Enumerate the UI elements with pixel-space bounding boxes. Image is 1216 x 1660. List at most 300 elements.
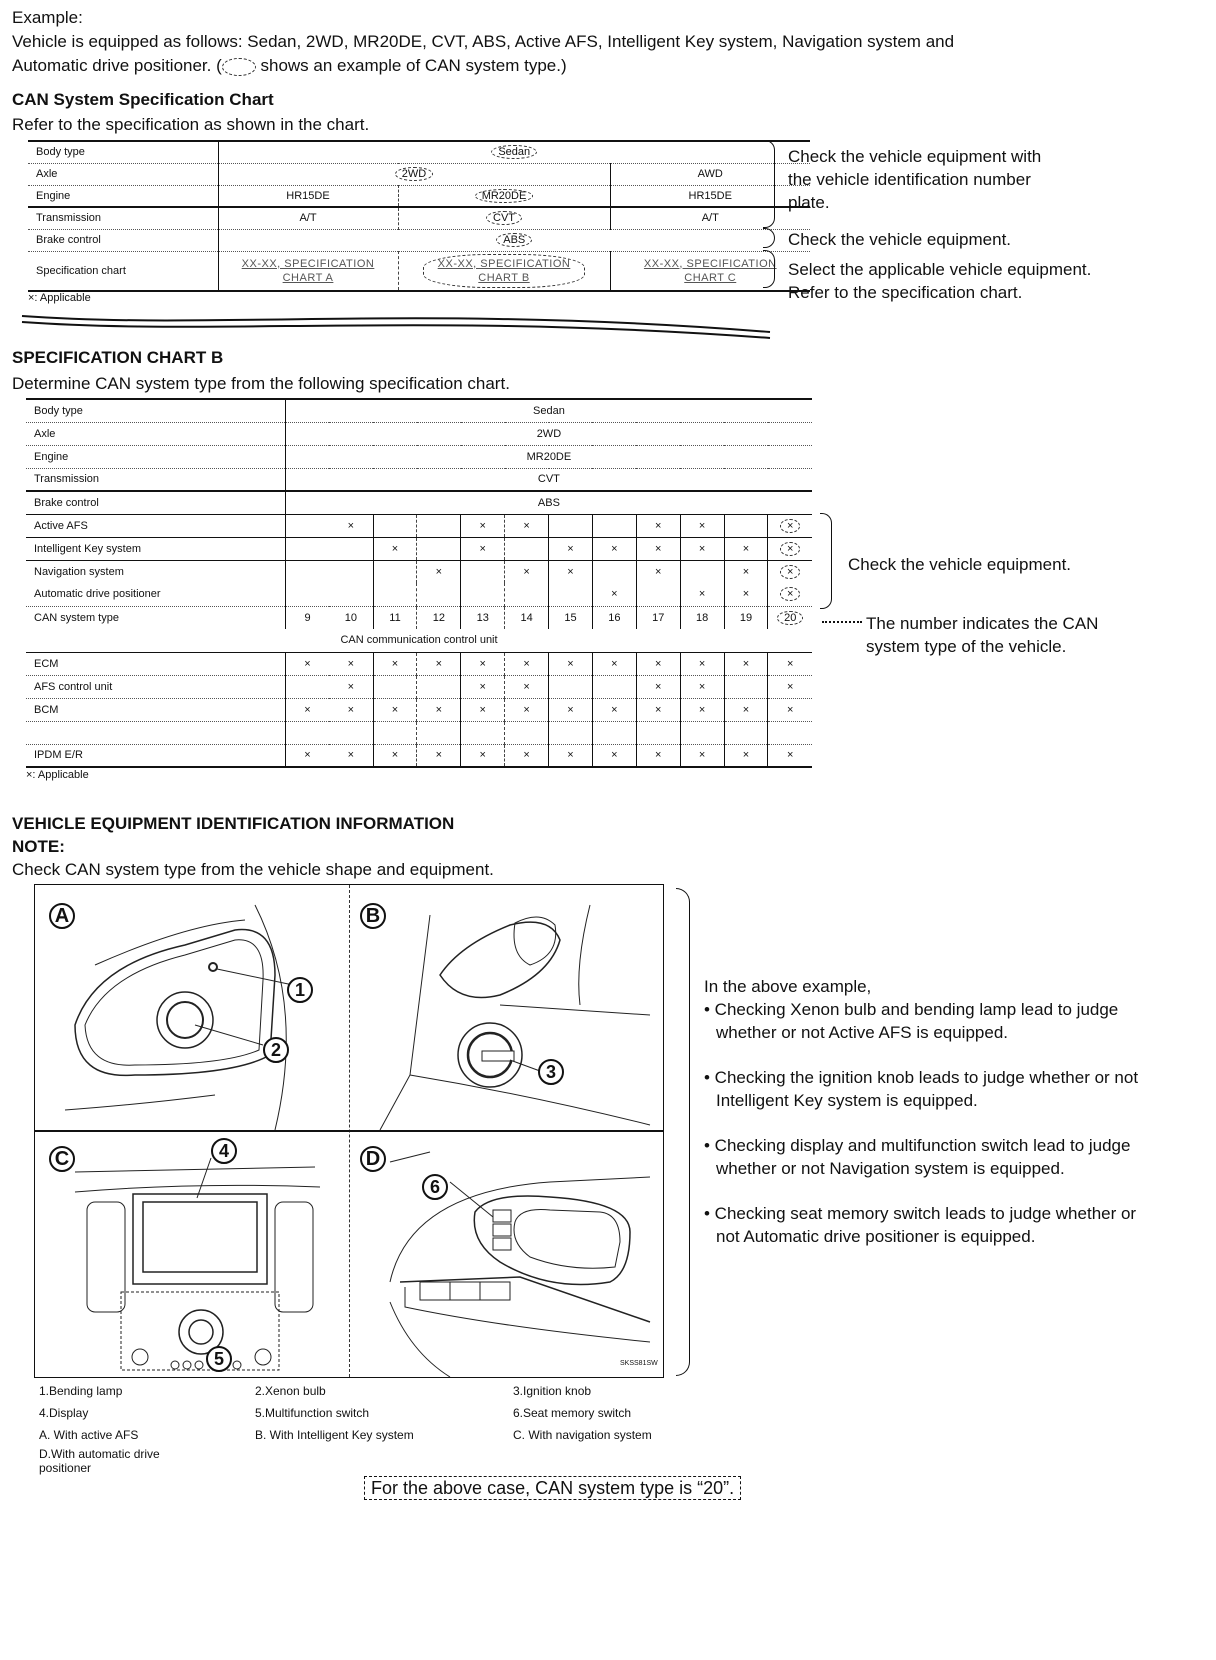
brace-icon — [676, 888, 690, 1376]
spec-chart-c-link[interactable] — [610, 251, 810, 291]
mark: × — [742, 703, 750, 716]
link-line[interactable]: CHART B — [478, 271, 530, 284]
mark-cell — [592, 560, 636, 583]
mark: × — [347, 703, 355, 716]
mark: × — [523, 657, 530, 670]
example-line-2 — [12, 54, 567, 78]
note-item: • Checking seat memory switch leads to judge whether or not Automatic drive positioner is equipped. — [704, 1204, 1137, 1246]
can-spec-chart-subtitle: Refer to the specification as shown in the chart. — [12, 115, 370, 134]
break-cell — [329, 721, 373, 744]
mark-cell — [329, 652, 373, 675]
chart-b-unit-row — [26, 675, 812, 698]
mark: × — [523, 703, 530, 716]
example-circle-icon — [222, 58, 256, 76]
mark-cell — [768, 675, 812, 698]
link-line[interactable]: XX-XX, SPECIFICATION — [643, 257, 777, 270]
mark-cell — [768, 652, 812, 675]
mark: × — [391, 749, 399, 762]
panel-label-b: B — [360, 903, 386, 929]
brace-icon — [820, 513, 832, 609]
break-cell — [417, 721, 461, 744]
can-type: 12 — [432, 611, 445, 624]
legend-item: 3.Ignition knob — [513, 1384, 592, 1398]
mark-cell — [724, 537, 768, 560]
mark: × — [391, 657, 399, 670]
can-type: 10 — [344, 611, 357, 624]
ignition-drawing-icon — [350, 885, 664, 1130]
mark: × — [655, 657, 662, 670]
mark-cell — [417, 537, 461, 560]
break-cell — [768, 721, 812, 744]
row-label: CAN system type — [34, 611, 119, 624]
mark-cell — [505, 652, 549, 675]
mark: × — [611, 749, 618, 762]
panel-c-navigation — [35, 1132, 349, 1377]
mark-cell — [680, 675, 724, 698]
chart-b-equipment-row — [26, 583, 812, 606]
mark: × — [391, 542, 399, 555]
mark: × — [787, 680, 794, 693]
mark: × — [523, 680, 530, 693]
can-type-cell — [768, 606, 812, 629]
mark: × — [655, 565, 662, 578]
panel-label-a: A — [49, 903, 75, 929]
can-type-cell — [592, 606, 636, 629]
legend-item: 2.Xenon bulb — [255, 1384, 326, 1398]
selected-value: CVT — [486, 211, 522, 225]
break-row — [26, 721, 812, 744]
row-label: Navigation system — [34, 565, 124, 578]
legend-row — [38, 1402, 692, 1424]
cell-axle-awd: AWD — [610, 163, 810, 185]
note-item: • Checking display and multifunction switch lead to judge whether or not Navigation system is equipped. — [704, 1136, 1131, 1178]
can-type-cell — [680, 606, 724, 629]
mark: × — [435, 703, 443, 716]
mark-cell — [417, 744, 461, 767]
panel-d-seat-memory — [350, 1132, 664, 1377]
callout-2: 2 — [263, 1037, 289, 1063]
chart-b-unit-row — [26, 744, 812, 767]
notes-list — [704, 998, 1144, 1270]
spec-chart-b-link[interactable] — [398, 251, 610, 291]
mark-cell — [592, 698, 636, 721]
row-value: CVT — [285, 468, 812, 491]
selected-mark: × — [780, 519, 800, 533]
break-cell — [549, 721, 593, 744]
mark-cell — [329, 560, 373, 583]
row-label: Brake control — [28, 229, 218, 251]
mark-cell — [636, 583, 680, 606]
mark: × — [787, 749, 794, 762]
can-type: 18 — [696, 611, 709, 624]
mark-cell — [505, 537, 549, 560]
callout-6: 6 — [422, 1174, 448, 1200]
mark-cell — [373, 583, 417, 606]
chart-b-unit-row — [26, 652, 812, 675]
mark: × — [391, 703, 399, 716]
link-line[interactable]: XX-XX, SPECIFICATION — [241, 257, 375, 270]
mark-cell — [768, 560, 812, 583]
mark-cell — [505, 698, 549, 721]
notes-intro: In the above example, — [704, 977, 872, 996]
headlamp-drawing-icon — [35, 885, 349, 1130]
mark-cell — [417, 675, 461, 698]
mark-cell — [417, 652, 461, 675]
can-type-cell — [285, 606, 329, 629]
mark-cell — [505, 675, 549, 698]
row-label: Automatic drive positioner — [26, 583, 285, 606]
selected-value: ABS — [496, 233, 532, 247]
example-line-1: Vehicle is equipped as follows: Sedan, 2WD, MR20DE, CVT, ABS, Active AFS, Intelligent Key system, Navigation system and — [12, 32, 955, 51]
chart-b-equipment-row — [26, 560, 812, 583]
mark-cell — [461, 675, 505, 698]
annotation-vin-2: the vehicle identification number — [788, 170, 1031, 189]
mark: × — [304, 703, 311, 716]
row-value: Sedan — [285, 399, 812, 422]
note-label: NOTE: — [12, 837, 65, 856]
mark: × — [479, 749, 486, 762]
mark-cell — [285, 675, 329, 698]
chart-b-equipment-row — [26, 537, 812, 560]
annotation-select-1: Select the applicable vehicle equipment. — [788, 260, 1092, 279]
legend-item: 6.Seat memory switch — [513, 1406, 632, 1420]
mark-cell — [285, 698, 329, 721]
mark: × — [567, 565, 574, 578]
legend-item: D.With automatic drive positioner — [39, 1447, 160, 1475]
mark-cell — [373, 698, 417, 721]
can-type: 13 — [476, 611, 489, 624]
callout-1: 1 — [287, 977, 313, 1003]
break-cell — [285, 721, 329, 744]
selected-value: 2WD — [395, 167, 433, 181]
mark: × — [742, 657, 750, 670]
mark: × — [655, 542, 662, 555]
row-label: Transmission — [26, 468, 285, 491]
row-label: AFS control unit — [26, 675, 285, 698]
cell-transmission: A/T — [218, 207, 398, 229]
panel-a-headlamp — [35, 885, 349, 1130]
mark: × — [567, 703, 574, 716]
unit-section-row — [26, 629, 812, 652]
panel-label-c: C — [49, 1146, 75, 1172]
mark-cell — [592, 652, 636, 675]
mark-cell — [592, 514, 636, 537]
spec-chart-b-table — [26, 398, 812, 768]
can-type: 15 — [564, 611, 577, 624]
mark-cell — [285, 583, 329, 606]
mark-cell — [768, 583, 812, 606]
note-item: • Checking the ignition knob leads to judge whether or not Intelligent Key system is equipped. — [704, 1068, 1139, 1110]
mark-cell — [724, 744, 768, 767]
mark-cell — [724, 560, 768, 583]
mark: × — [742, 542, 750, 555]
mark-cell — [724, 675, 768, 698]
break-cell — [680, 721, 724, 744]
equipment-figure — [34, 884, 664, 1378]
mark: × — [347, 749, 355, 762]
mark-cell — [636, 514, 680, 537]
selected-value: MR20DE — [475, 189, 534, 203]
row-label: Engine — [28, 185, 218, 207]
can-type: 17 — [652, 611, 665, 624]
row-value: ABS — [285, 491, 812, 514]
mark-cell — [417, 698, 461, 721]
mark-cell — [636, 537, 680, 560]
can-type-cell — [724, 606, 768, 629]
selected-mark: × — [780, 587, 800, 601]
mark-cell — [680, 652, 724, 675]
selected-chart[interactable] — [423, 254, 586, 288]
mark-cell — [636, 675, 680, 698]
selected-can-type: 20 — [777, 611, 803, 625]
cell-transmission — [398, 207, 610, 229]
mark-cell — [768, 744, 812, 767]
mark-cell — [461, 537, 505, 560]
row-label: Axle — [26, 422, 285, 445]
mark: × — [655, 703, 662, 716]
mark-cell — [373, 652, 417, 675]
can-type: 11 — [389, 611, 401, 624]
mark-cell — [592, 675, 636, 698]
row-label: ECM — [26, 652, 285, 675]
mark: × — [523, 519, 530, 532]
selected-value: Sedan — [491, 145, 537, 159]
mark-cell — [592, 537, 636, 560]
mark: × — [479, 657, 486, 670]
link-line[interactable]: XX-XX, SPECIFICATION — [437, 257, 571, 270]
mark: × — [611, 703, 618, 716]
break-cell — [724, 721, 768, 744]
legend-item: 1.Bending lamp — [39, 1384, 123, 1398]
mark-cell — [592, 744, 636, 767]
mark-cell — [724, 652, 768, 675]
row-label: Body type — [28, 141, 218, 163]
mark-cell — [461, 652, 505, 675]
mark-cell — [549, 744, 593, 767]
arrow-icon — [822, 621, 862, 623]
can-type: 9 — [304, 611, 311, 624]
selected-mark: × — [780, 542, 800, 556]
mark-cell — [285, 744, 329, 767]
mark-cell — [461, 583, 505, 606]
mark-cell — [724, 514, 768, 537]
can-type-cell — [549, 606, 593, 629]
mark: × — [304, 657, 311, 670]
example-heading: Example: — [12, 8, 83, 27]
mark-cell — [636, 744, 680, 767]
can-type-cell — [373, 606, 417, 629]
cell-engine — [398, 185, 610, 207]
panel-label-d: D — [360, 1146, 386, 1172]
brace-icon — [763, 250, 775, 288]
break-cell — [461, 721, 505, 744]
mark-cell — [549, 698, 593, 721]
unit-section-label: CAN communication control unit — [26, 629, 812, 652]
mark-cell — [724, 698, 768, 721]
row-label: Specification chart — [28, 251, 218, 291]
mark-cell — [636, 560, 680, 583]
callout-5: 5 — [206, 1346, 232, 1372]
mark: × — [787, 657, 794, 670]
break-cell — [505, 721, 549, 744]
spec-chart-b-footnote: ×: Applicable — [26, 769, 89, 781]
mark-cell — [329, 675, 373, 698]
annotation-check-equipment: Check the vehicle equipment. — [788, 230, 1012, 249]
mark-cell — [680, 560, 724, 583]
mark: × — [787, 703, 794, 716]
mark: × — [698, 703, 706, 716]
callout-4: 4 — [211, 1138, 237, 1164]
mark-cell — [373, 744, 417, 767]
chart-b-header-row — [26, 468, 812, 491]
row-label: Axle — [28, 163, 218, 185]
mark: × — [698, 519, 706, 532]
mark: × — [479, 542, 486, 555]
navigation-drawing-icon — [35, 1132, 349, 1377]
mark-cell — [417, 560, 461, 583]
mark-cell — [680, 744, 724, 767]
mark-cell — [461, 744, 505, 767]
mark: × — [479, 680, 486, 693]
mark: × — [655, 680, 662, 693]
chart-b-unit-row — [26, 698, 812, 721]
mark: × — [655, 519, 662, 532]
can-spec-footnote: ×: Applicable — [28, 292, 91, 304]
mark: × — [698, 542, 706, 555]
legend-item: 4.Display — [39, 1406, 89, 1420]
can-type: 19 — [739, 611, 753, 624]
chart-b-header-row — [26, 399, 812, 422]
mark: × — [567, 542, 574, 555]
cell-brake — [218, 229, 810, 251]
mark-cell — [768, 698, 812, 721]
mark: × — [742, 565, 750, 578]
chart-b-header-row — [26, 445, 812, 468]
legend-item: 5.Multifunction switch — [255, 1406, 370, 1420]
mark: × — [611, 657, 618, 670]
mark-cell — [417, 583, 461, 606]
mark-cell — [505, 744, 549, 767]
mark-cell — [285, 514, 329, 537]
row-label: BCM — [26, 698, 285, 721]
mark-cell — [505, 514, 549, 537]
annotation-vin-1: Check the vehicle equipment with — [788, 147, 1042, 166]
callout-3: 3 — [538, 1059, 564, 1085]
mark-cell — [461, 698, 505, 721]
brace-icon — [763, 140, 775, 228]
identification-title: VEHICLE EQUIPMENT IDENTIFICATION INFORMATION — [12, 814, 455, 833]
mark-cell — [285, 560, 329, 583]
spec-chart-b-title: SPECIFICATION CHART B — [12, 348, 224, 367]
mark-cell — [636, 652, 680, 675]
note-item: • Checking Xenon bulb and bending lamp lead to judge whether or not Active AFS is equipped. — [704, 1000, 1119, 1042]
mark-cell — [549, 652, 593, 675]
spec-chart-b-subtitle: Determine CAN system type from the following specification chart. — [12, 374, 510, 393]
annotation-vin-3: plate. — [788, 193, 830, 212]
panel-b-ignition — [350, 885, 664, 1130]
example-line-2-end: shows an example of CAN system type.) — [260, 56, 567, 75]
mark-cell — [549, 537, 593, 560]
row-value: 2WD — [285, 422, 812, 445]
can-system-type-row — [26, 606, 812, 629]
row-label: IPDM E/R — [26, 744, 285, 767]
result-text: For the above case, CAN system type is “20”. — [364, 1476, 741, 1500]
link-line[interactable]: CHART A — [282, 271, 334, 284]
can-type-cell — [461, 606, 505, 629]
mark: × — [304, 749, 311, 762]
mark-cell — [285, 537, 329, 560]
break-line-icon — [20, 306, 780, 342]
mark-cell — [768, 537, 812, 560]
mark-cell — [505, 583, 549, 606]
mark: × — [435, 565, 443, 578]
mark-cell — [373, 560, 417, 583]
can-type: 14 — [520, 611, 533, 624]
can-spec-table — [28, 140, 810, 292]
figure-code: SKSS81SW — [620, 1360, 658, 1367]
break-cell — [26, 721, 285, 744]
figure-legend — [38, 1380, 692, 1476]
mark-cell — [680, 698, 724, 721]
mark: × — [567, 749, 574, 762]
mark: × — [347, 680, 355, 693]
mark-cell — [680, 583, 724, 606]
legend-row — [38, 1424, 692, 1446]
break-cell — [592, 721, 636, 744]
cell-body-type — [218, 141, 810, 163]
mark-cell — [549, 675, 593, 698]
break-cell — [373, 721, 417, 744]
mark: × — [347, 519, 355, 532]
mark-cell — [329, 698, 373, 721]
mark-cell — [461, 560, 505, 583]
can-type-cell — [636, 606, 680, 629]
mark-cell — [680, 537, 724, 560]
mark-cell — [636, 698, 680, 721]
mark-cell — [680, 514, 724, 537]
cell-engine: HR15DE — [218, 185, 398, 207]
legend-item — [512, 1446, 692, 1476]
chart-b-header-row — [26, 422, 812, 445]
mark-cell — [329, 514, 373, 537]
mark: × — [523, 565, 530, 578]
spec-chart-a-link[interactable] — [218, 251, 398, 291]
break-cell — [636, 721, 680, 744]
mark-cell — [329, 583, 373, 606]
legend-item: C. With navigation system — [513, 1428, 652, 1442]
mark: × — [742, 588, 750, 601]
note-text: Check CAN system type from the vehicle shape and equipment. — [12, 860, 494, 879]
annotation-can-type-2: system type of the vehicle. — [866, 637, 1067, 656]
mark: × — [523, 749, 530, 762]
mark-cell — [373, 514, 417, 537]
mark-cell — [373, 675, 417, 698]
legend-item — [254, 1446, 512, 1476]
cell-axle-2wd — [218, 163, 610, 185]
mark: × — [698, 657, 706, 670]
row-value: MR20DE — [285, 445, 812, 468]
door-drawing-icon — [350, 1132, 664, 1377]
example-line-2-start: Automatic drive positioner. ( — [12, 56, 222, 75]
mark-cell — [768, 514, 812, 537]
link-line[interactable]: CHART C — [684, 271, 737, 284]
row-label: Engine — [26, 445, 285, 468]
row-label: Brake control — [26, 491, 285, 514]
mark-cell — [417, 514, 461, 537]
mark-cell — [329, 537, 373, 560]
cell-transmission: A/T — [610, 207, 810, 229]
chart-b-equipment-row — [26, 514, 812, 537]
